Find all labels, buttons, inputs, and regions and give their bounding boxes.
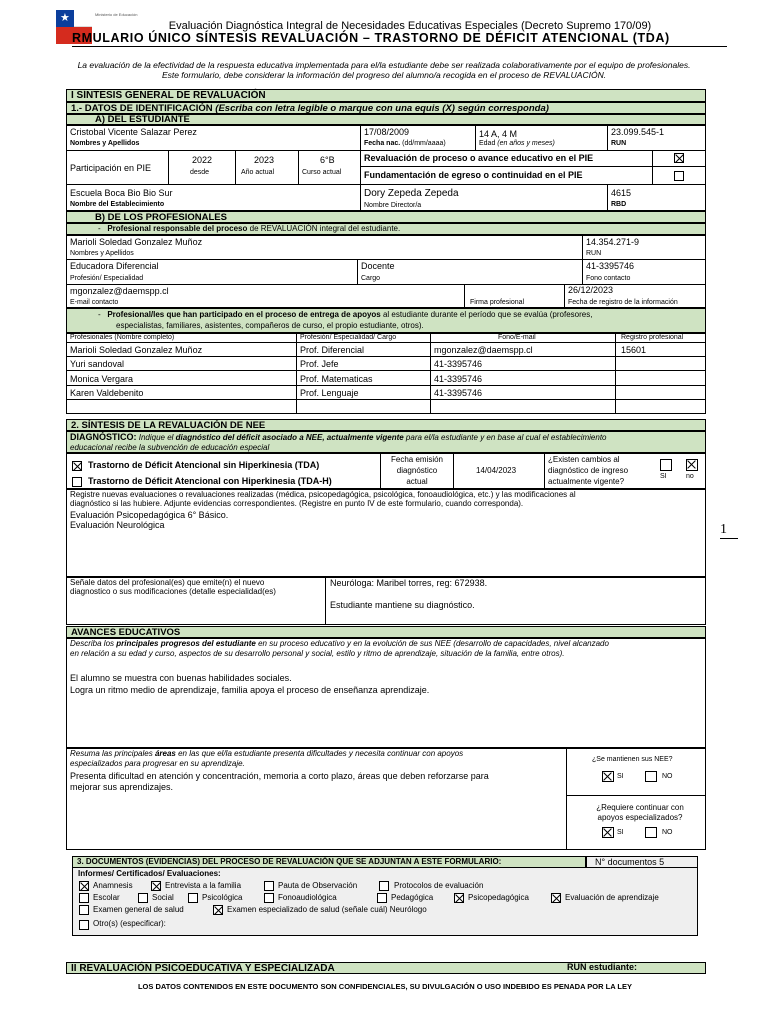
evaluation-item: Evaluación Psicopedagógica 6° Básico. bbox=[70, 510, 229, 520]
pie-year-label: Año actual bbox=[241, 169, 275, 176]
doc-checkbox-family-interview[interactable] bbox=[151, 881, 161, 891]
eval-option2: Fundamentación de egreso o continuidad en el PIE bbox=[364, 170, 583, 180]
pie-since-label: desde bbox=[190, 169, 210, 176]
role-label: Cargo bbox=[361, 275, 381, 282]
responsible-run: 14.354.271-9 bbox=[586, 237, 640, 247]
areas-text: mejorar sus aprendizajes. bbox=[70, 782, 174, 792]
team-cell: Karen Valdebenito bbox=[70, 388, 144, 398]
director-name: Dory Zepeda Zepeda bbox=[364, 188, 459, 199]
doc-checkbox-psychological[interactable] bbox=[188, 893, 198, 903]
areas-desc2: especializados para progresar en su aprendizaje. bbox=[70, 759, 245, 768]
tdah-checkbox[interactable] bbox=[72, 477, 82, 487]
team-cell: 41-3395746 bbox=[434, 374, 483, 384]
director-label: Nombre Director/a bbox=[364, 202, 422, 209]
reports-label: Informes/ Certificados/ Evaluaciones: bbox=[78, 869, 221, 878]
team-cell: Prof. Matematicas bbox=[300, 374, 373, 384]
intro-text: La evaluación de la efectividad de la respuesta educativa implementada para el/la estudiante debe ser realizada colaborativamente por el equipo de profesionales. Este formulario, debe considerar la información del progreso del alumno/a recogida en el proceso de REVALUACIÓN. bbox=[77, 60, 691, 80]
doc-label: Escolar bbox=[93, 893, 120, 902]
team-cell: Prof. Jefe bbox=[300, 359, 339, 369]
professional-value2: Estudiante mantiene su diagnóstico. bbox=[330, 600, 475, 610]
areas-text: Presenta dificultad en atención y concentración, memoria a corto plazo, áreas que deben reforzarse para bbox=[70, 771, 489, 781]
changes-question: ¿Existen cambios al diagnóstico de ingreso actualmente vigente? bbox=[548, 455, 629, 486]
course: 6°B bbox=[320, 155, 335, 165]
section2-revaluation-title: II REVALUACIÓN PSICOEDUCATIVA Y ESPECIALIZADA bbox=[66, 962, 706, 974]
star-icon: ★ bbox=[60, 12, 70, 24]
run-label: RUN bbox=[611, 140, 627, 147]
professional-value: Neuróloga: Maribel torres, reg: 672938. bbox=[330, 578, 488, 588]
student-name-label: Nombres y Apellidos bbox=[70, 140, 140, 147]
confidentiality-footer: LOS DATOS CONTENIDOS EN ESTE DOCUMENTO SON CONFIDENCIALES, SU DIVULGACIÓN O USO INDEBIDO ES PENADA POR LA LEY bbox=[137, 982, 633, 991]
student-header: A) DEL ESTUDIANTE bbox=[66, 114, 706, 125]
doc-checkbox-general-health[interactable] bbox=[79, 905, 89, 915]
rbd-value: 4615 bbox=[611, 188, 632, 198]
course-label: Curso actual bbox=[302, 169, 342, 176]
team-text1: - Profesional/les que han participado en el proceso de entrega de apoyos al estudiante durante el período que se evalúa (profesores, bbox=[98, 310, 593, 319]
doc-checkbox-pedagogical[interactable] bbox=[377, 893, 387, 903]
doc-checkbox-social[interactable] bbox=[138, 893, 148, 903]
pie-year: 2023 bbox=[254, 155, 275, 165]
pie-since: 2022 bbox=[192, 155, 213, 165]
team-cell: mgonzalez@daemspp.cl bbox=[434, 345, 533, 355]
team-cell: 41-3395746 bbox=[434, 388, 483, 398]
school-label: Nombre del Establecimiento bbox=[70, 201, 165, 208]
identification-header: 1.- DATOS DE IDENTIFICACIÓN (Escriba con letra legible o marque con una equis (X) según corresponda) bbox=[66, 102, 706, 114]
diagnosis-text2: educacional recibe la subvención de educación especial bbox=[70, 443, 270, 452]
team-cell: Prof. Diferencial bbox=[300, 345, 365, 355]
doc-checkbox-school[interactable] bbox=[79, 893, 89, 903]
doc-label: Protocolos de evaluación bbox=[394, 881, 484, 890]
nee-si-label: SI bbox=[617, 773, 624, 780]
doc-label: Evaluación de aprendizaje bbox=[565, 893, 659, 902]
support-question: ¿Requiere continuar con apoyos especializados? bbox=[596, 803, 684, 822]
school-name: Escuela Boca Bio Bio Sur bbox=[70, 188, 173, 198]
doc-checkbox-psychopedagogical[interactable] bbox=[454, 893, 464, 903]
changes-si-label: SI bbox=[660, 473, 667, 480]
run-student-label: RUN estudiante: bbox=[567, 962, 638, 972]
advances-title: AVANCES EDUCATIVOS bbox=[66, 626, 706, 638]
documents-title: 3. DOCUMENTOS (EVIDENCIAS) DEL PROCESO DE REVALUACIÓN QUE SE ADJUNTAN A ESTE FORMULARIO: bbox=[77, 857, 502, 866]
tda-option: Trastorno de Déficit Atencional sin Hiperkinesia (TDA) bbox=[88, 460, 320, 470]
ministry-name: Ministerio de Educación bbox=[95, 12, 138, 17]
register-text2: diagnóstico si las hubiere. Adjunte evidencias correspondientes. (Registre en punto IV de este formulario, cuando corresponda). bbox=[70, 499, 524, 508]
section2-title: 2. SÍNTESIS DE LA REVALUACIÓN DE NEE bbox=[66, 419, 706, 431]
register-text1: Registre nuevas evaluaciones o revaluaciones realizadas (médica, psicopedagógica, psicológica, fonoaudiológica, etc.) y las modificaciones al bbox=[70, 490, 576, 499]
profession: Educadora Diferencial bbox=[70, 261, 159, 271]
email-label: E-mail contacto bbox=[70, 299, 119, 306]
support-si-label: SI bbox=[617, 829, 624, 836]
responsible-run-label: RUN bbox=[586, 250, 602, 257]
profession-label: Profesión/ Especialidad bbox=[70, 275, 144, 282]
doc-label: Entrevista a la familia bbox=[165, 881, 242, 890]
team-cell: 15601 bbox=[621, 345, 647, 355]
doc-checkbox-anamnesis[interactable] bbox=[79, 881, 89, 891]
advances-text: El alumno se muestra con buenas habilidades sociales. bbox=[70, 673, 292, 683]
changes-no-checkbox[interactable] bbox=[686, 459, 698, 471]
birth-date: 17/08/2009 bbox=[364, 127, 410, 137]
doc-label: Examen general de salud bbox=[93, 905, 184, 914]
form-title-line2: RMULARIO ÚNICO SÍNTESIS REVALUACIÓN – TRASTORNO DE DÉFICIT ATENCIONAL (TDA) bbox=[72, 31, 732, 45]
record-date-label: Fecha de registro de la información bbox=[568, 299, 678, 306]
support-no-label: NO bbox=[662, 829, 673, 836]
role: Docente bbox=[361, 261, 395, 271]
doc-checkbox-protocols[interactable] bbox=[379, 881, 389, 891]
team-cell: Prof. Lenguaje bbox=[300, 388, 359, 398]
age-label: Edad (en años y meses) bbox=[479, 140, 555, 147]
team-cell: 41-3395746 bbox=[434, 359, 483, 369]
documents-count: N° documentos 5 bbox=[595, 857, 665, 867]
doc-label: Otro(s) (especificar): bbox=[93, 919, 166, 928]
changes-no-label: no bbox=[686, 473, 694, 480]
professional-label1: Señale datos del profesional(es) que emite(n) el nuevo bbox=[70, 578, 265, 587]
phone-label: Fono contacto bbox=[586, 275, 631, 282]
eval-option2-checkbox[interactable] bbox=[674, 171, 684, 181]
tdah-option: Trastorno de Déficit Atencional con Hiperkinesia (TDA-H) bbox=[88, 476, 332, 486]
team-cell: Monica Vergara bbox=[70, 374, 134, 384]
doc-label: Pedagógica bbox=[391, 893, 434, 902]
nee-no-checkbox[interactable] bbox=[645, 771, 657, 782]
doc-label: Psicopedagógica bbox=[468, 893, 529, 902]
evaluation-item: Evaluación Neurológica bbox=[70, 520, 165, 530]
record-date: 26/12/2023 bbox=[568, 285, 614, 295]
responsible-name-label: Nombres y Apellidos bbox=[70, 250, 134, 257]
diagnosis-text1: DIAGNÓSTICO: Indique el diagnóstico del déficit asociado a NEE, actualmente vigente para el/la estudiante y en base al cual el establecimiento bbox=[70, 432, 607, 442]
email: mgonzalez@daemspp.cl bbox=[70, 286, 169, 296]
team-text2: especialistas, familiares, asistentes, compañeros de curso, el propio estudiante, otros). bbox=[116, 321, 424, 330]
page-number: 1 bbox=[720, 522, 727, 538]
student-name: Cristobal Vicente Salazar Perez bbox=[70, 127, 197, 137]
nee-no-label: NO bbox=[662, 773, 673, 780]
advances-desc1: Describa los principales progresos del estudiante en su proceso educativo y en la evolución de sus NEE (desarrollo de capacidades, nivel alcanzado bbox=[70, 639, 609, 648]
doc-checkbox-other[interactable] bbox=[79, 920, 89, 930]
doc-checkbox-speech[interactable] bbox=[264, 893, 274, 903]
phone: 41-3395746 bbox=[586, 261, 635, 271]
pie-label: Participación en PIE bbox=[70, 163, 152, 173]
birth-date-label: Fecha nac. (dd/mm/aaaa) bbox=[364, 140, 446, 147]
doc-label: Examen especializado de salud (señale cuál) Neurólogo bbox=[227, 905, 427, 914]
doc-label: Fonoaudiológica bbox=[278, 893, 337, 902]
doc-checkbox-specialized-health[interactable] bbox=[213, 905, 223, 915]
professionals-header: B) DE LOS PROFESIONALES bbox=[66, 211, 706, 223]
emission-label: Fecha emisión diagnóstico actual bbox=[390, 455, 444, 486]
advances-text: Logra un ritmo medio de aprendizaje, familia apoya el proceso de enseñanza aprendizaje. bbox=[70, 685, 430, 695]
doc-checkbox-observation[interactable] bbox=[264, 881, 274, 891]
doc-checkbox-learning-eval[interactable] bbox=[551, 893, 561, 903]
professional-label2: diagnostico o sus modificaciones (detalle especialidad(es) bbox=[70, 587, 276, 596]
team-col-name: Profesionales (Nombre completo) bbox=[70, 334, 175, 341]
responsible-text: - Profesional responsable del proceso de REVALUACIÓN integral del estudiante. bbox=[98, 224, 401, 233]
doc-label: Social bbox=[152, 893, 174, 902]
emission-date: 14/04/2023 bbox=[476, 466, 517, 475]
doc-label: Anamnesis bbox=[93, 881, 133, 890]
student-run: 23.099.545-1 bbox=[611, 127, 665, 137]
form-title-line1: Evaluación Diagnóstica Integral de Necesidades Educativas Especiales (Decreto Supremo 170/09) bbox=[168, 20, 652, 32]
nee-si-checkbox[interactable] bbox=[602, 771, 614, 782]
team-col-registry: Registro profesional bbox=[621, 334, 684, 341]
advances-desc2: en relación a su edad y curso, aspectos de su desarrollo personal y social, estilo y ritmo de aprendizaje, situación de la familia, entre otros). bbox=[70, 649, 565, 658]
responsible-name: Marioli Soledad Gonzalez Muñoz bbox=[70, 237, 203, 247]
support-no-checkbox[interactable] bbox=[645, 827, 657, 838]
doc-label: Pauta de Observación bbox=[278, 881, 358, 890]
signature-label: Firma profesional bbox=[470, 299, 525, 306]
team-col-contact: Fono/E-mail bbox=[498, 334, 536, 341]
doc-label: Psicológica bbox=[202, 893, 243, 902]
section1-title: I SÍNTESIS GENERAL DE REVALUACIÓN bbox=[66, 89, 706, 102]
team-cell: Marioli Soledad Gonzalez Muñoz bbox=[70, 345, 203, 355]
eval-option1-checkbox[interactable] bbox=[674, 153, 684, 163]
team-cell: Yuri sandoval bbox=[70, 359, 125, 369]
support-si-checkbox[interactable] bbox=[602, 827, 614, 838]
team-col-profession: Profesión/ Especialidad/ Cargo bbox=[300, 334, 397, 341]
eval-option1: Revaluación de proceso o avance educativo en el PIE bbox=[364, 153, 594, 163]
areas-desc1: Resuma las principales áreas en las que el/la estudiante presenta dificultades y necesita continuar con apoyos bbox=[70, 749, 464, 758]
changes-si-checkbox[interactable] bbox=[660, 459, 672, 471]
nee-question: ¿Se mantienen sus NEE? bbox=[592, 756, 673, 763]
tda-checkbox[interactable] bbox=[72, 461, 82, 471]
rbd-label: RBD bbox=[611, 201, 627, 208]
student-age: 14 A, 4 M bbox=[479, 129, 518, 139]
